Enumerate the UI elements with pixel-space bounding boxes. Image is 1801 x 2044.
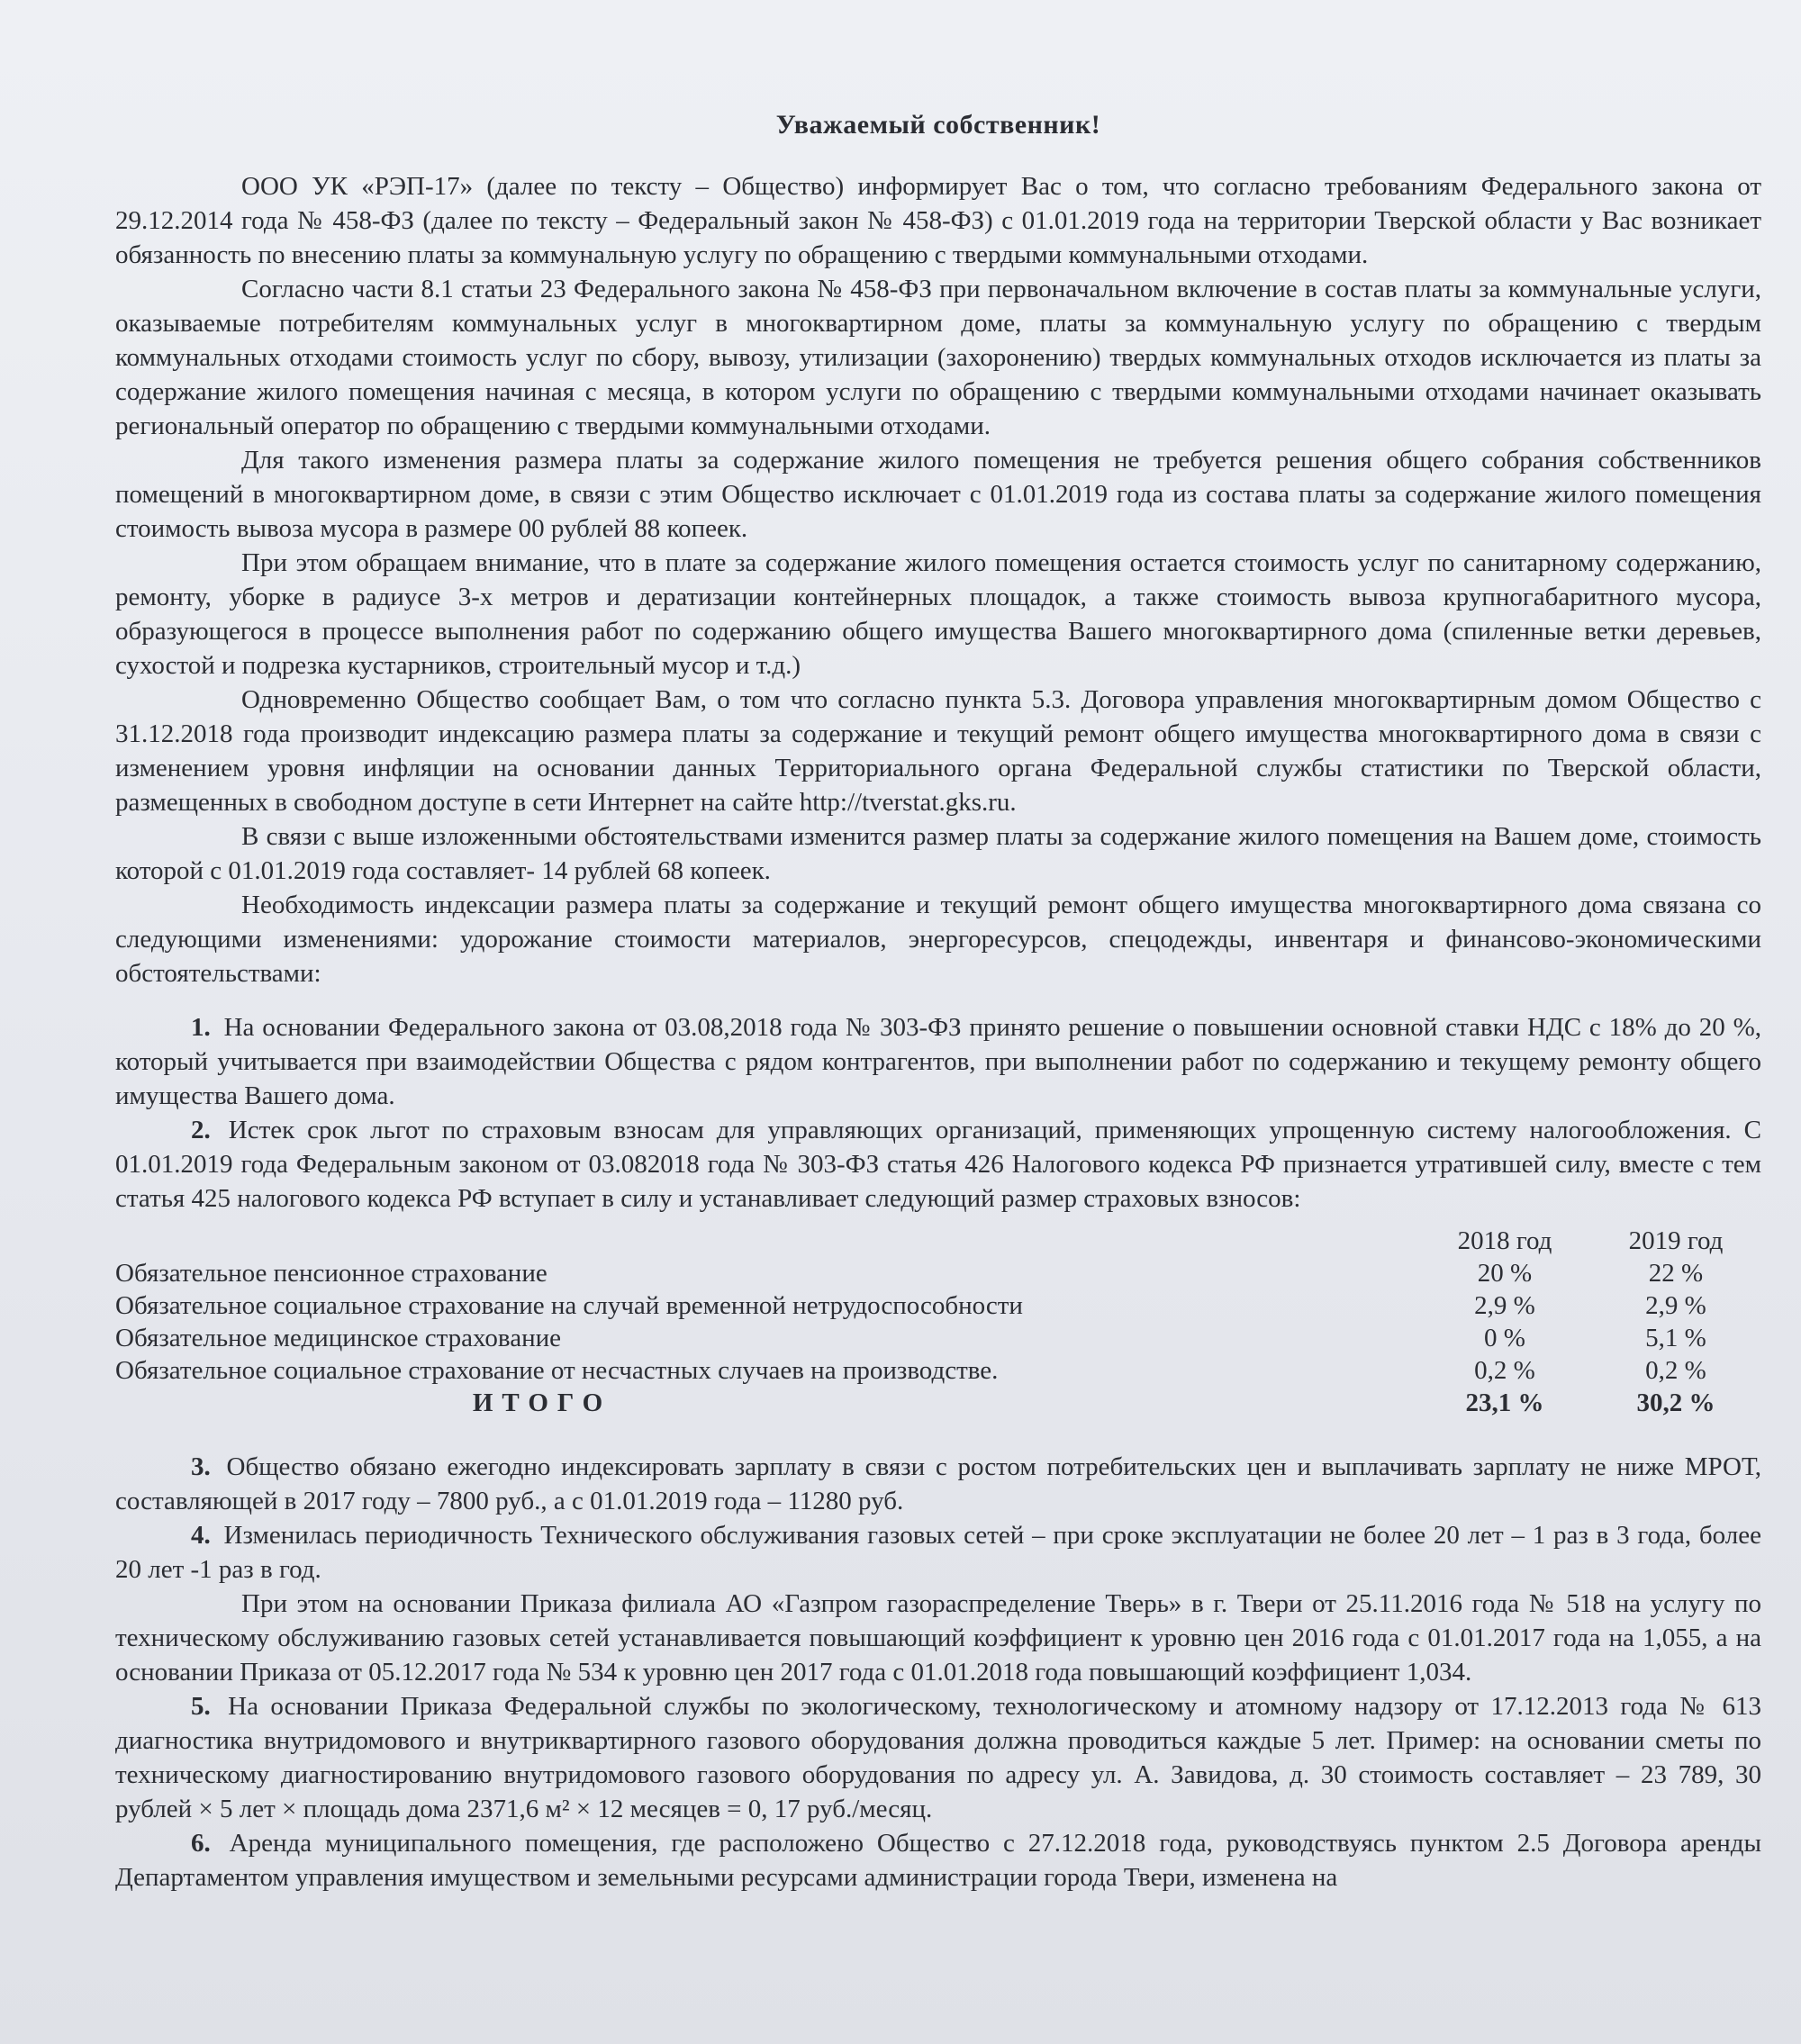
list-item [115,1518,1761,1587]
paragraph-indexation: Одновременно Общество сообщает Вам, о том что согласно пункта 5.3. Договора управления многоквартирным домом Общество с 31.12.2018 года производит индексацию размера платы за содержание и текущий ремонт общего имущества многоквартирного дома в связи с изменением уровня инфляции на основании данных Территориального органа Федеральной службы статистики по Тверской области, размещенных в свободном доступе в сети Интернет на сайте http://tverstat.gks.ru. [115,685,1761,817]
paragraph-intro: ООО УК «РЭП-17» (далее по тексту – Общество) информирует Вас о том, что согласно требованиям Федерального закона от 29.12.2014 года № 458-ФЗ (далее по тексту – Федеральный закон № 458-ФЗ) с 01.01.2019 года на территории Тверской области у Вас возникает обязанность по внесению платы за коммунальную услугу по обращению с твердыми коммунальными отходами. [115,172,1761,269]
list-item-text: На основании Федерального закона от 03.08,2018 года № 303-ФЗ принято решение о повышении основной ставки НДС с 18% до 20 %, который учитывается при взаимодействии Общества с рядом контрагентов, при выполнении работ по содержанию и текущему ремонту общего имущества Вашего дома. [115,1013,1762,1110]
list-item-text: На основании Приказа Федеральной службы по экологическому, технологическому и атомному надзору от 17.12.2013 года № 613 диагностика внутридомового и внутриквартирного газового оборудования должна проводиться каждые 5 лет. Пример: на основании сметы по техническому диагностированию внутридомового газового оборудования по адресу ул. А. Завидова, д. 30 стоимость составляет – 23 789, 30 рублей × 5 лет × площадь дома 2371,6 м² × 12 месяцев = 0, 17 руб./месяц. [115,1692,1761,1823]
insurance-rates-table [115,1225,1761,1419]
document-title: Уважаемый собственник! [775,110,1101,140]
table-cell-2018: 20 % [1477,1259,1533,1288]
table-total-2019: 30,2 % [1636,1388,1715,1417]
paragraph-remaining-services: При этом обращаем внимание, что в плате за содержание жилого помещения остается стоимость услуг по санитарному содержанию, ремонту, уборке в радиусе 3-х метров и дератизации контейнерных площадок, а также стоимость вывоза крупногабаритного мусора, образующегося в процессе выполнения работ по содержанию общего имущества Вашего многоквартирного дома (спиленные ветки деревьев, сухостой и подрезка кустарников, строительный мусор и т.д.) [115,548,1761,680]
list-item-text: Аренда муниципального помещения, где расположено Общество с 27.12.2018 года, руководствуясь пунктом 2.5 Договора аренды Департаментом управления имуществом и земельными ресурсами администрации города Твери, изменена на [115,1829,1762,1892]
table-cell-2018: 2,9 % [1474,1291,1535,1320]
table-total-label: ИТОГО [472,1388,612,1417]
table-header-row [115,1225,1761,1257]
table-row [115,1289,1761,1322]
table-cell-2019: 22 % [1648,1259,1704,1288]
table-cell-label: Обязательное социальное страхование от несчастных случаев на производстве. [115,1356,999,1385]
list-item [115,1450,1761,1518]
list-item-number: 4. [191,1521,211,1550]
list-item-number: 1. [191,1013,211,1042]
paragraph-no-meeting: Для такого изменения размера платы за содержание жилого помещения не требуется решения общего собрания собственников помещений в многоквартирном доме, в связи с этим Общество исключает с 01.01.2019 года из состава платы за содержание жилого помещения стоимость вывоза мусора в размере 00 рублей 88 копеек. [115,446,1761,543]
table-cell-label: Обязательное медицинское страхование [115,1324,562,1352]
table-header-2018: 2018 год [1457,1226,1552,1255]
table-cell-2019: 5,1 % [1645,1324,1706,1352]
list-item-text: Изменилась периодичность Технического обслуживания газовых сетей – при сроке эксплуатации не более 20 лет – 1 раз в 3 года, более 20 лет -1 раз в год. [115,1521,1761,1584]
table-cell-label: Обязательное социальное страхование на случай временной нетрудоспособности [115,1291,1023,1320]
paragraph-reasons: Необходимость индексации размера платы за содержание и текущий ремонт общего имущества многоквартирного дома связана со следующими изменениями: удорожание стоимости материалов, энергоресурсов, спецодежды, инвентаря и финансово-экономическими обстоятельствами: [115,891,1761,988]
table-row [115,1354,1761,1387]
table-row [115,1322,1761,1354]
table-cell-2019: 2,9 % [1645,1291,1706,1320]
table-header-label [115,1225,1419,1257]
table-header-2019: 2019 год [1628,1226,1724,1255]
list-item-text: Истек срок льгот по страховым взносам для управляющих организаций, применяющих упрощенную систему налогообложения. С 01.01.2019 года Федеральным законом от 03.082018 года № 303-ФЗ статья 426 Налогового кодекса РФ признается утратившей силу, вместе с тем статья 425 налогового кодекса РФ вступает в силу и устанавливает следующий размер страховых взносов: [115,1116,1762,1213]
list-item [115,1113,1761,1216]
table-cell-label: Обязательное пенсионное страхование [115,1259,548,1288]
paragraph-new-fee: В связи с выше изложенными обстоятельствами изменится размер платы за содержание жилого помещения на Вашем доме, стоимость которой с 01.01.2019 года составляет- 14 рублей 68 копеек. [115,822,1761,885]
list-item [115,1689,1761,1826]
list-item-number: 2. [191,1116,211,1144]
document-body [115,108,1761,1895]
table-total-2018: 23,1 % [1465,1388,1544,1417]
paragraph-gas-coefficient: При этом на основании Приказа филиала АО «Газпром газораспределение Тверь» в г. Твери от 25.11.2016 года № 518 на услугу по техническому обслуживанию газовых сетей устанавливается повышающий коэффициент к уровню цен 2016 года с 01.01.2017 года на 1,055, а на основании Приказа от 05.12.2017 года № 534 к уровню цен 2017 года с 01.01.2018 года повышающий коэффициент 1,034. [115,1589,1761,1687]
table-cell-2019: 0,2 % [1645,1356,1706,1385]
table-cell-2018: 0,2 % [1474,1356,1535,1385]
list-item-text: Общество обязано ежегодно индексировать зарплату в связи с ростом потребительских цен и выплачивать зарплату не ниже МРОТ, составляющей в 2017 году – 7800 руб., а с 01.01.2019 года – 11280 руб. [115,1452,1762,1515]
list-item-number: 3. [191,1452,211,1481]
table-total-row [115,1387,1761,1419]
list-item [115,1826,1761,1895]
paragraph-law-part: Согласно части 8.1 статьи 23 Федерального закона № 458-ФЗ при первоначальном включение в состав платы за коммунальные услуги, оказываемые потребителям коммунальных услуг в многоквартирном доме, платы за коммунальную услугу по обращению с твердым коммунальных отходами стоимость услуг по сбору, вывозу, утилизации (захоронению) твердых коммунальных отходов исключается из платы за содержание жилого помещения начиная с месяца, в котором услуги по обращению с твердыми коммунальными отходами начинает оказывать региональный оператор по обращению с твердыми коммунальными отходами. [115,275,1761,440]
table-row [115,1257,1761,1289]
list-item [115,1010,1761,1113]
list-item-number: 6. [191,1829,211,1858]
list-item-number: 5. [191,1692,211,1721]
table-cell-2018: 0 % [1484,1324,1525,1352]
